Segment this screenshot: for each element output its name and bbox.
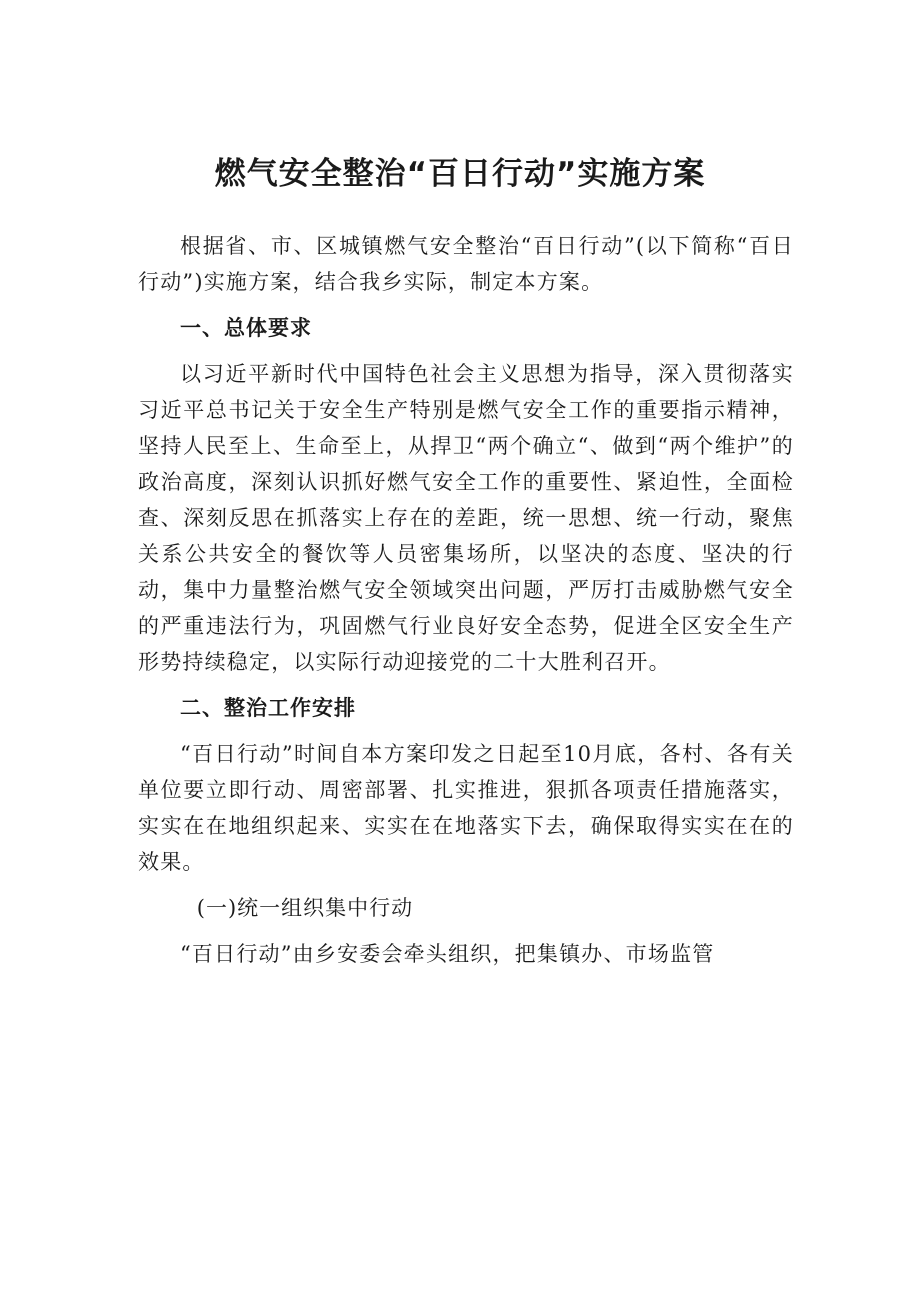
section-heading-general-requirements: 一、总体要求	[180, 316, 312, 340]
document-title: 燃气安全整治“百日行动”实施方案	[214, 156, 706, 192]
document-body	[138, 228, 794, 972]
section-paragraph-work-arrangement: “百日行动”时间自本方案印发之日起至10月底，各村、各有关单位要立即行动、周密部署、扎实推进，狠抓各项责任措施落实，实实在在地组织起来、实实在在地落实下去，确保取得实实在在的效果。	[138, 742, 794, 874]
intro-paragraph: 根据省、市、区城镇燃气安全整治“百日行动”(以下简称“百日行动”)实施方案，结合我乡实际，制定本方案。	[138, 234, 794, 294]
subsection-paragraph-unified-action: “百日行动”由乡安委会牵头组织，把集镇办、市场监管	[180, 942, 715, 966]
section-paragraph-general-requirements: 以习近平新时代中国特色社会主义思想为指导，深入贯彻落实习近平总书记关于安全生产特别是燃气安全工作的重要指示精神，坚持人民至上、生命至上，从捍卫“两个确立“、做到“两个维护”的政治高度，深刻认识抓好燃气安全工作的重要性、紧迫性，全面检查、深刻反思在抓落实上存在的差距，统一思想、统一行动，聚焦关系公共安全的餐饮等人员密集场所，以坚决的态度、坚决的行动，集中力量整治燃气安全领域突出问题，严厉打击威胁燃气安全的严重违法行为，巩固燃气行业良好安全态势，促进全区安全生产形势持续稳定，以实际行动迎接党的二十大胜利召开。	[138, 362, 794, 674]
subsection-heading-unified-action: (一)统一组织集中行动	[196, 896, 414, 920]
section-heading-work-arrangement: 二、整治工作安排	[180, 696, 356, 720]
